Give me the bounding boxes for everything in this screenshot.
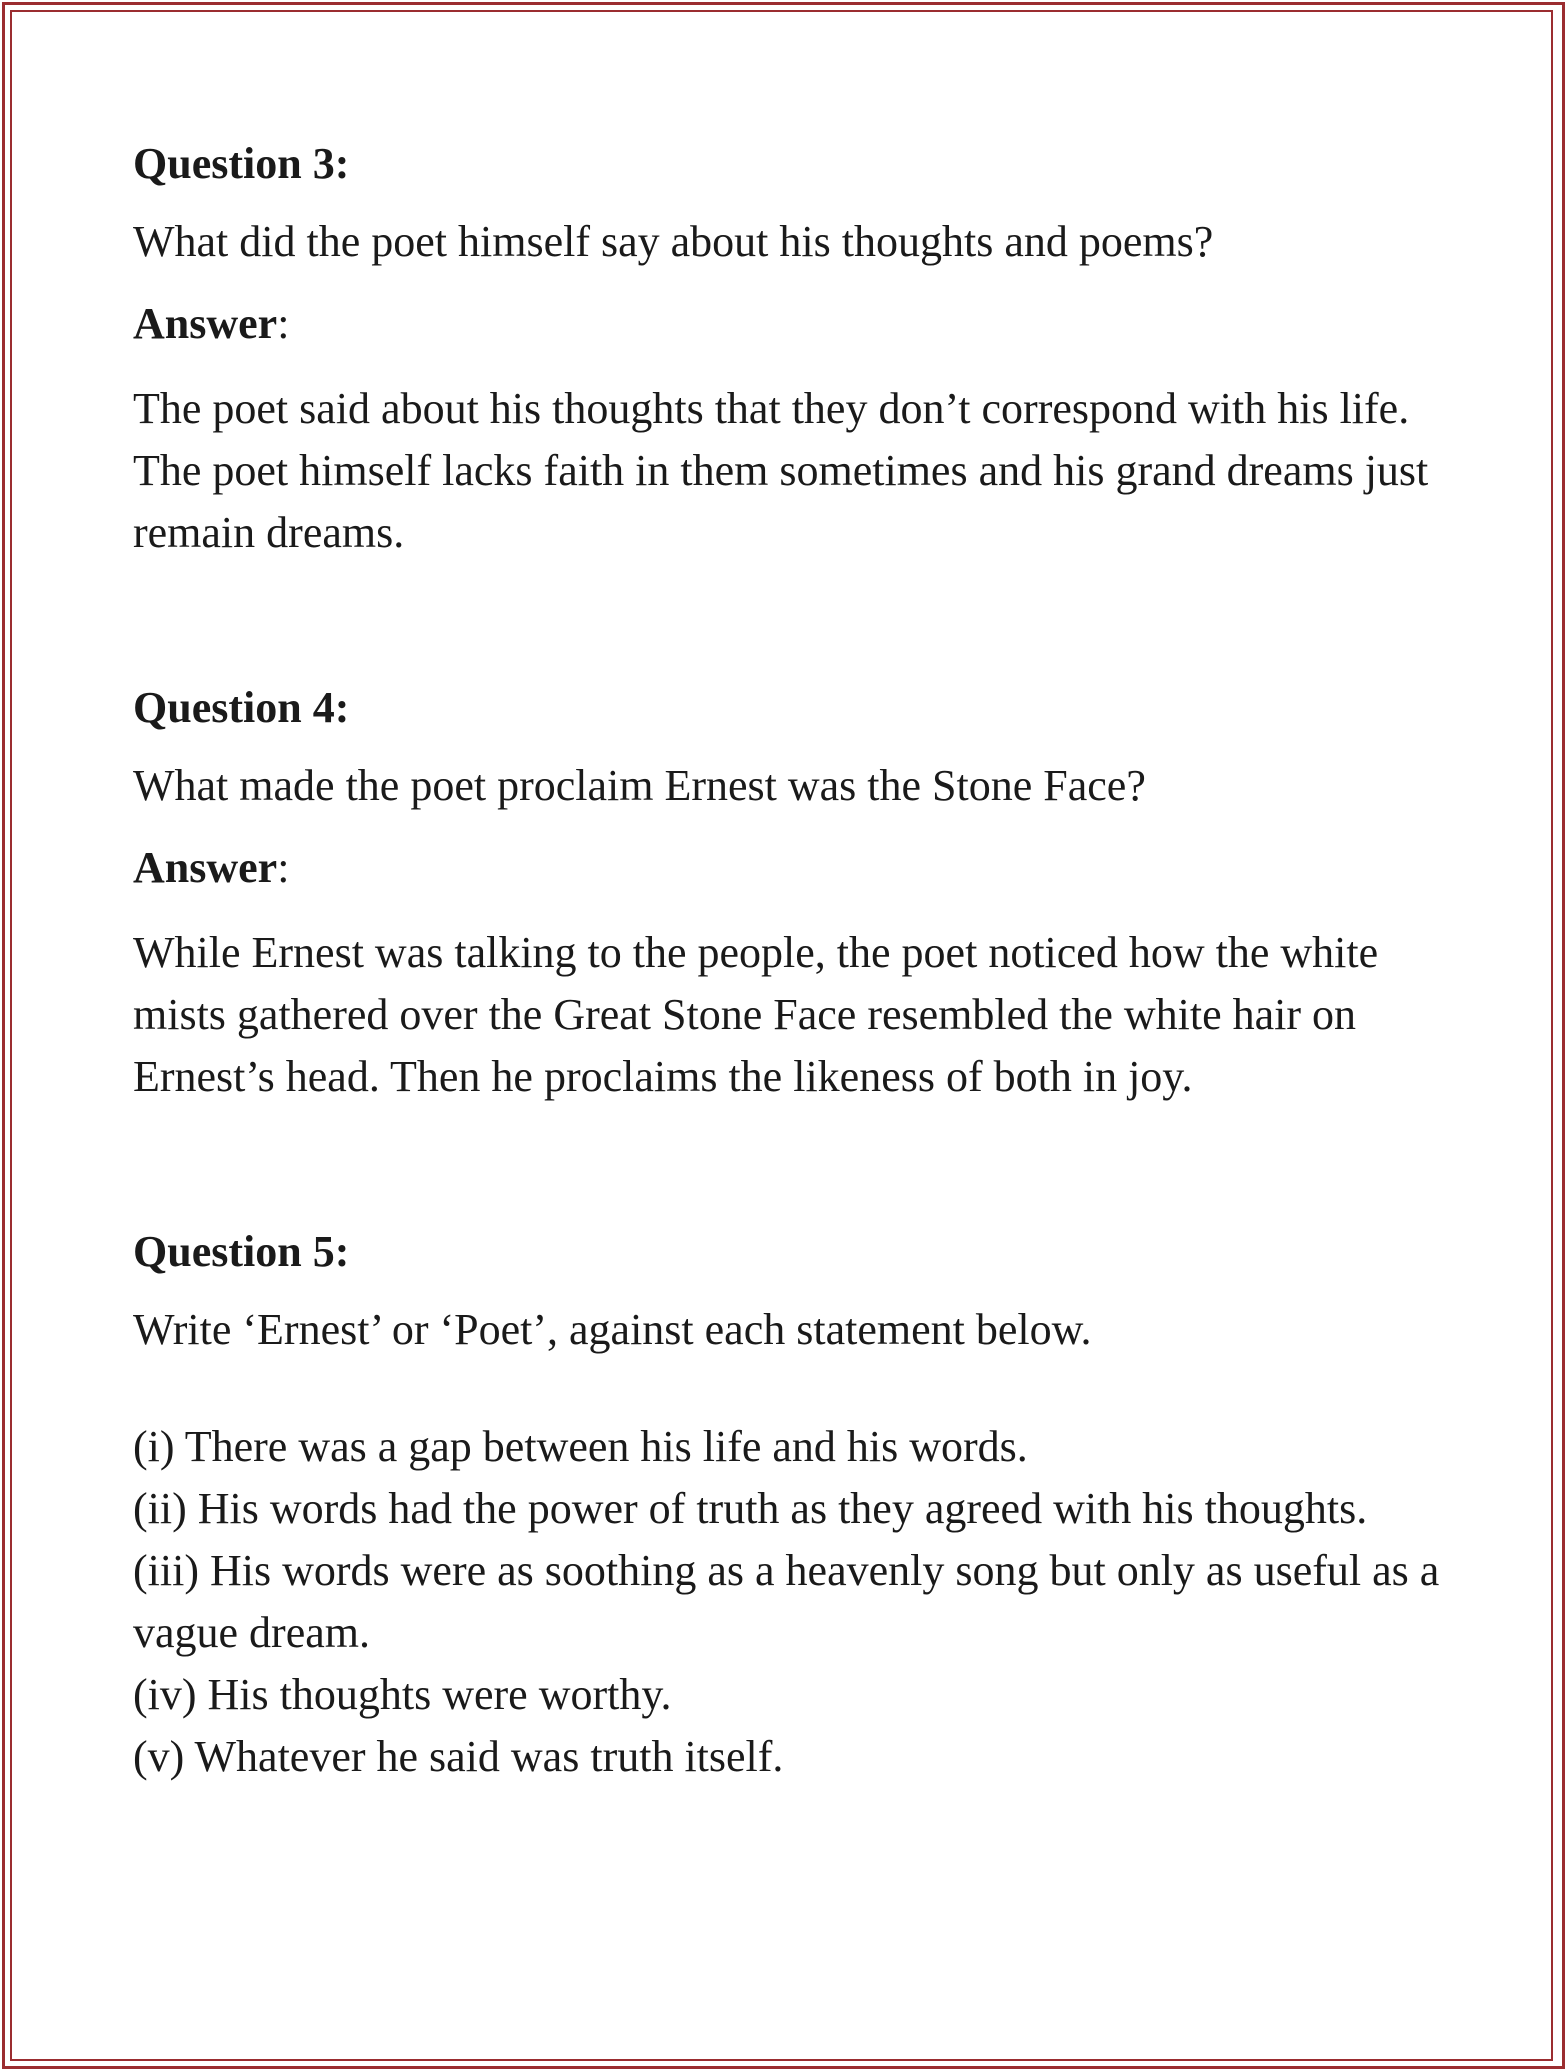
statement-item: (iii) His words were as soothing as a heavenly song but only as useful as a vague dream. xyxy=(133,1546,1440,1657)
question-3-block xyxy=(133,138,1453,564)
answer-4-label xyxy=(133,842,1453,894)
answer-3-label xyxy=(133,298,1453,350)
question-3-title: Question 3: xyxy=(133,139,350,188)
statement-item: (i) There was a gap between his life and his words. xyxy=(133,1422,1028,1471)
answer-4-label-colon: : xyxy=(277,843,290,892)
question-3-text: What did the poet himself say about his thoughts and poems? xyxy=(133,217,1214,266)
document-content xyxy=(133,138,1453,1788)
answer-4-label-word: Answer xyxy=(133,843,278,892)
statement-list xyxy=(133,1416,1453,1788)
answer-3-text: The poet said about his thoughts that they don’t correspond with his life. The poet himself lacks faith in them sometimes and his grand dreams just remain dreams. xyxy=(133,384,1429,557)
question-4-block xyxy=(133,682,1453,1108)
answer-3-label-word: Answer xyxy=(133,299,278,348)
question-5-text: Write ‘Ernest’ or ‘Poet’, against each statement below. xyxy=(133,1305,1092,1354)
answer-4-text: While Ernest was talking to the people, the poet noticed how the white mists gathered over the Great Stone Face resembled the white hair on Ernest’s head. Then he proclaims the likeness of both in joy. xyxy=(133,928,1379,1101)
answer-3-label-colon: : xyxy=(277,299,290,348)
question-5-title: Question 5: xyxy=(133,1227,350,1276)
spacer xyxy=(133,1108,1453,1226)
statement-item: (iv) His thoughts were worthy. xyxy=(133,1670,672,1719)
statement-item: (ii) His words had the power of truth as they agreed with his thoughts. xyxy=(133,1484,1368,1533)
question-5-block xyxy=(133,1226,1453,1788)
question-4-title: Question 4: xyxy=(133,683,350,732)
statement-item: (v) Whatever he said was truth itself. xyxy=(133,1732,784,1781)
spacer xyxy=(133,564,1453,682)
question-4-text: What made the poet proclaim Ernest was the Stone Face? xyxy=(133,761,1146,810)
